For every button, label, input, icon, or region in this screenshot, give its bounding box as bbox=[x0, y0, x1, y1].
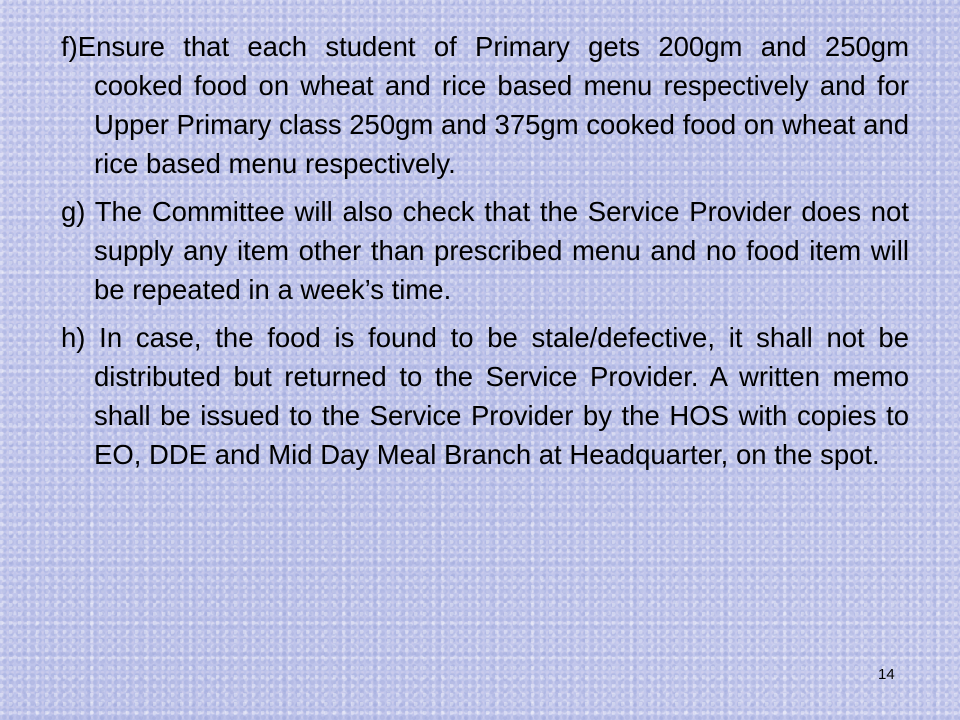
slide-content bbox=[61, 27, 909, 483]
item-h: h) In case, the food is found to be stale/defective, it shall not be distributed but returned to the Service Provider. A written memo shall be issued to the Service Provider by the HOS with copies to EO, DDE and Mid Day Meal Branch at Headquarter, on the spot. bbox=[61, 322, 909, 470]
page-number: 14 bbox=[878, 666, 895, 683]
item-f: f)Ensure that each student of Primary gets 200gm and 250gm cooked food on wheat and rice based menu respectively and for Upper Primary class 250gm and 375gm cooked food on wheat and rice based menu respectively. bbox=[61, 31, 909, 179]
item-g: g) The Committee will also check that the Service Provider does not supply any item other than prescribed menu and no food item will be repeated in a week’s time. bbox=[61, 196, 909, 305]
